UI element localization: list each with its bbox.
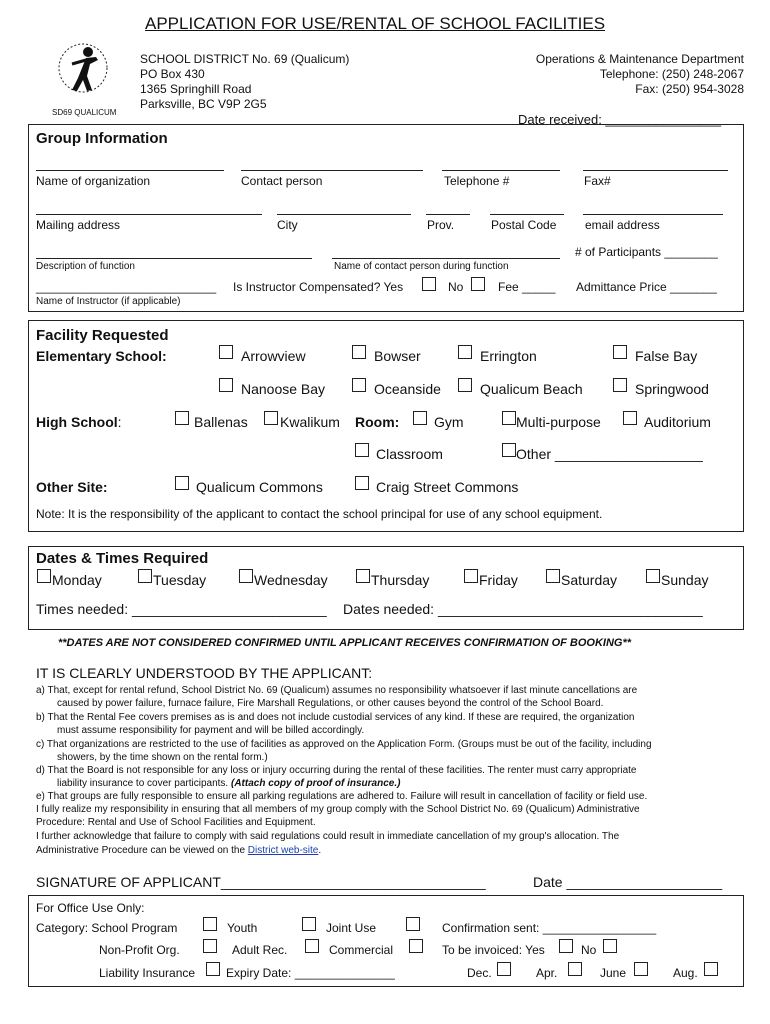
- sunday-label: Sunday: [661, 572, 709, 588]
- auditorium-label: Auditorium: [644, 414, 711, 430]
- responsibility-line2: Procedure: Rental and Use of School Facilities and Equipment.: [36, 817, 316, 828]
- logo-text: SD69 QUALICUM: [52, 108, 117, 117]
- arrowview-checkbox[interactable]: [219, 345, 233, 359]
- category-label: Category: School Program: [36, 921, 178, 935]
- invoiced-no-checkbox[interactable]: [603, 939, 617, 953]
- email-label: email address: [585, 218, 660, 232]
- errington-label: Errington: [480, 348, 537, 364]
- contact-during-input[interactable]: [332, 258, 560, 259]
- wednesday-label: Wednesday: [254, 572, 328, 588]
- multipurpose-checkbox[interactable]: [502, 411, 516, 425]
- ballenas-label: Ballenas: [194, 414, 248, 430]
- gym-checkbox[interactable]: [413, 411, 427, 425]
- joint-use-label: Joint Use: [326, 921, 377, 935]
- province-label: Prov.: [427, 218, 455, 232]
- dec-label: Dec.: [467, 966, 492, 980]
- youth-label: Youth: [227, 921, 258, 935]
- oceanside-label: Oceanside: [374, 381, 441, 397]
- responsibility-line1: I fully realize my responsibility in ensuring that all members of my group comply with the School District No. 69 (Qualicum) Administrative: [36, 804, 640, 815]
- room-label: Room:: [355, 414, 400, 430]
- clause-d-line1: d) That the Board is not responsible for any loss or injury occurring during the rental of these facilities. The renter must carry appropriate: [36, 765, 637, 776]
- june-checkbox[interactable]: [634, 962, 648, 976]
- fax-input[interactable]: [583, 170, 728, 171]
- ops-department: Operations & Maintenance Department: [535, 52, 744, 66]
- facility-note: Note: It is the responsibility of the applicant to contact the school principal for use of any school equipment.: [36, 507, 603, 521]
- wednesday-checkbox[interactable]: [239, 569, 253, 583]
- high-school-label: [36, 414, 122, 430]
- ballenas-checkbox[interactable]: [175, 411, 189, 425]
- instructor-no-label: No: [448, 280, 464, 294]
- mailing-address-input[interactable]: [36, 214, 262, 215]
- sunday-checkbox[interactable]: [646, 569, 660, 583]
- nonprofit-label: Non-Profit Org.: [99, 943, 180, 957]
- instructor-compensated-label: Is Instructor Compensated? Yes: [233, 280, 404, 294]
- instructor-yes-checkbox[interactable]: [422, 277, 436, 291]
- province-input[interactable]: [426, 214, 470, 215]
- description-label: Description of function: [36, 261, 135, 272]
- high-school-label-colon: :: [117, 414, 122, 430]
- ops-fax: Fax: (250) 954-3028: [635, 82, 744, 96]
- school-program-checkbox[interactable]: [203, 917, 217, 931]
- telephone-label: Telephone #: [444, 174, 510, 188]
- clause-b-line2: must assume responsibility for payment and will be billed accordingly.: [57, 725, 365, 736]
- organization-input[interactable]: [36, 170, 224, 171]
- classroom-label: Classroom: [376, 446, 443, 462]
- office-use-heading: For Office Use Only:: [36, 901, 145, 915]
- adult-rec-label: Adult Rec.: [232, 943, 288, 957]
- other-site-label: Other Site:: [36, 479, 108, 495]
- classroom-checkbox[interactable]: [355, 443, 369, 457]
- bowser-checkbox[interactable]: [352, 345, 366, 359]
- city-label: City: [277, 218, 298, 232]
- thursday-label: Thursday: [371, 572, 430, 588]
- expiry-date-field[interactable]: Expiry Date: _______________: [226, 966, 395, 980]
- kwalikum-label: Kwalikum: [280, 414, 340, 430]
- understood-heading: IT IS CLEARLY UNDERSTOOD BY THE APPLICANT:: [36, 665, 373, 681]
- acknowledge-line2: [36, 844, 321, 857]
- qualicum-commons-checkbox[interactable]: [175, 476, 189, 490]
- commercial-checkbox[interactable]: [409, 939, 423, 953]
- aug-checkbox[interactable]: [704, 962, 718, 976]
- signature-date-field[interactable]: Date ____________________: [533, 874, 723, 890]
- clause-b-line1: b) That the Rental Fee covers premises as is and does not include custodial services of any kind. If these are required, the organization: [36, 712, 635, 723]
- springwood-label: Springwood: [635, 381, 709, 397]
- kwalikum-checkbox[interactable]: [264, 411, 278, 425]
- group-information-heading: Group Information: [36, 130, 168, 147]
- contact-person-label: Contact person: [241, 174, 323, 188]
- instructor-input[interactable]: ___________________________: [36, 280, 217, 294]
- district-logo-icon: [52, 38, 114, 112]
- clause-c-line1: c) That organizations are restricted to the use of facilities as approved on the Application Form. (Groups must be out of the facility, including: [36, 739, 652, 750]
- liability-insurance-checkbox[interactable]: [206, 962, 220, 976]
- acknowledge-line2-end: .: [318, 845, 322, 856]
- friday-label: Friday: [479, 572, 518, 588]
- invoiced-no-label: No: [581, 943, 597, 957]
- organization-label: Name of organization: [36, 174, 151, 188]
- dates-needed-field[interactable]: Dates needed: __________________________________: [343, 601, 703, 617]
- arrowview-label: Arrowview: [241, 348, 306, 364]
- bowser-label: Bowser: [374, 348, 421, 364]
- high-school-label-text: High School: [36, 414, 118, 430]
- oceanside-checkbox[interactable]: [352, 378, 366, 392]
- telephone-input[interactable]: [442, 170, 560, 171]
- fax-label: Fax#: [584, 174, 611, 188]
- admittance-price-field[interactable]: Admittance Price _______: [576, 280, 717, 294]
- qualicum-beach-checkbox[interactable]: [458, 378, 472, 392]
- saturday-checkbox[interactable]: [546, 569, 560, 583]
- friday-checkbox[interactable]: [464, 569, 478, 583]
- aug-label: Aug.: [673, 966, 698, 980]
- craig-street-checkbox[interactable]: [355, 476, 369, 490]
- craig-street-label: Craig Street Commons: [376, 479, 519, 495]
- page-title: APPLICATION FOR USE/RENTAL OF SCHOOL FACILITIES: [145, 14, 606, 33]
- dec-checkbox[interactable]: [497, 962, 511, 976]
- other-room-checkbox[interactable]: [502, 443, 516, 457]
- gym-label: Gym: [434, 414, 464, 430]
- monday-label: Monday: [52, 572, 102, 588]
- adult-rec-checkbox[interactable]: [305, 939, 319, 953]
- confirmation-sent-field[interactable]: Confirmation sent: _________________: [442, 921, 657, 935]
- liability-insurance-label: Liability Insurance: [99, 966, 196, 980]
- nanoose-bay-label: Nanoose Bay: [241, 381, 326, 397]
- springwood-checkbox[interactable]: [613, 378, 627, 392]
- signature-field[interactable]: SIGNATURE OF APPLICANT__________________________________: [36, 874, 486, 890]
- commercial-label: Commercial: [329, 943, 394, 957]
- false-bay-label: False Bay: [635, 348, 698, 364]
- postal-code-label: Postal Code: [491, 218, 557, 232]
- joint-use-checkbox[interactable]: [406, 917, 420, 931]
- date-received-field[interactable]: Date received: ________________: [518, 112, 722, 127]
- youth-checkbox[interactable]: [302, 917, 316, 931]
- email-input[interactable]: [583, 214, 723, 215]
- multipurpose-label: Multi-purpose: [516, 414, 601, 430]
- instructor-label: Name of Instructor (if applicable): [36, 296, 181, 307]
- june-label: June: [600, 966, 627, 980]
- elementary-label: Elementary School:: [36, 348, 167, 364]
- qualicum-commons-label: Qualicum Commons: [196, 479, 323, 495]
- instructor-no-checkbox[interactable]: [471, 277, 485, 291]
- district-street: 1365 Springhill Road: [140, 82, 252, 96]
- qualicum-beach-label: Qualicum Beach: [480, 381, 583, 397]
- contact-person-input[interactable]: [241, 170, 423, 171]
- contact-during-label: Name of contact person during function: [334, 261, 509, 272]
- tuesday-label: Tuesday: [153, 572, 207, 588]
- city-input[interactable]: [277, 214, 411, 215]
- nonprofit-checkbox[interactable]: [203, 939, 217, 953]
- clause-a-line2: caused by power failure, furnace failure, Fire Marshall Regulations, or other causes beyond the control of the School Board.: [57, 698, 604, 709]
- invoiced-label: To be invoiced: Yes: [442, 943, 545, 957]
- fee-field[interactable]: Fee _____: [498, 280, 556, 294]
- insurance-proof-note: (Attach copy of proof of insurance.): [230, 778, 401, 789]
- district-name: SCHOOL DISTRICT No. 69 (Qualicum): [140, 52, 350, 66]
- clause-d-line2-text: liability insurance to cover participants.: [57, 778, 231, 789]
- district-website-link[interactable]: District web-site: [247, 845, 319, 856]
- postal-code-input[interactable]: [490, 214, 564, 215]
- errington-checkbox[interactable]: [458, 345, 472, 359]
- monday-checkbox[interactable]: [37, 569, 51, 583]
- apr-label: Apr.: [536, 966, 558, 980]
- times-needed-field[interactable]: Times needed: _________________________: [36, 601, 327, 617]
- tuesday-checkbox[interactable]: [138, 569, 152, 583]
- dates-times-heading: Dates & Times Required: [36, 550, 209, 567]
- invoiced-yes-checkbox[interactable]: [559, 939, 573, 953]
- nanoose-bay-checkbox[interactable]: [219, 378, 233, 392]
- district-city: Parksville, BC V9P 2G5: [140, 97, 267, 111]
- auditorium-checkbox[interactable]: [623, 411, 637, 425]
- participants-field[interactable]: # of Participants ________: [575, 245, 718, 259]
- saturday-label: Saturday: [561, 572, 618, 588]
- ops-telephone: Telephone: (250) 248-2067: [599, 67, 744, 81]
- clause-e-line1: e) That groups are fully responsible to ensure all parking regulations are adhered to. Failure will result in cancellation of facility or field use.: [36, 791, 648, 802]
- acknowledge-line1: I further acknowledge that failure to comply with said regulations could result in immediate cancellation of my group's allocation. The: [36, 831, 620, 842]
- clause-a-line1: a) That, except for rental refund, School District No. 69 (Qualicum) assumes no responsibility whatsoever if last minute cancellations are: [36, 685, 638, 696]
- description-input[interactable]: [36, 258, 312, 259]
- district-po-box: PO Box 430: [140, 67, 205, 81]
- acknowledge-line2-text: Administrative Procedure can be viewed on the: [36, 845, 248, 856]
- apr-checkbox[interactable]: [568, 962, 582, 976]
- mailing-address-label: Mailing address: [36, 218, 121, 232]
- false-bay-checkbox[interactable]: [613, 345, 627, 359]
- clause-c-line2: showers, by the time shown on the rental form.): [57, 752, 268, 763]
- confirmation-notice: **DATES ARE NOT CONSIDERED CONFIRMED UNTIL APPLICANT RECEIVES CONFIRMATION OF BOOKING**: [58, 637, 632, 649]
- clause-d-line2: [57, 777, 400, 790]
- other-room-field[interactable]: Other ___________________: [516, 446, 703, 462]
- facility-heading: Facility Requested: [36, 327, 169, 344]
- thursday-checkbox[interactable]: [356, 569, 370, 583]
